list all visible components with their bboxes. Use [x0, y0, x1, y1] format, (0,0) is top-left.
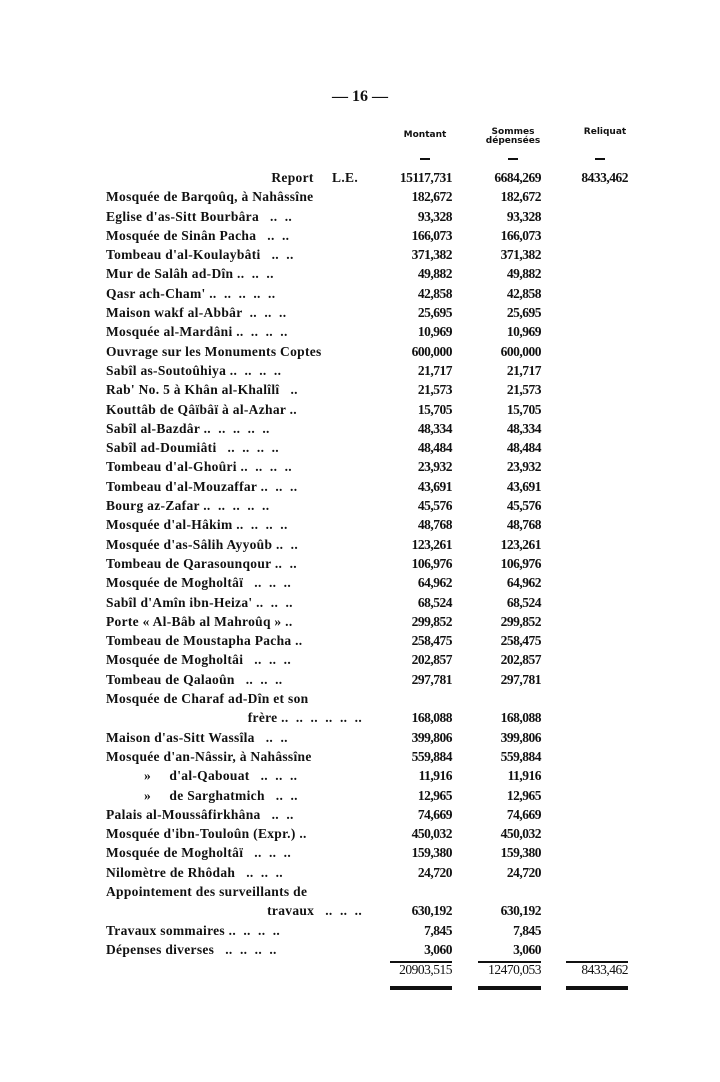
sommes-value: 43,691 [506, 478, 541, 494]
montant-value: 21,717 [417, 362, 452, 378]
sommes-value: 11,916 [507, 768, 541, 784]
item-label: Mosquée de Sinân Pacha .. .. [106, 227, 290, 243]
sommes-value: 450,032 [500, 826, 541, 842]
sommes-value: 15,705 [506, 401, 541, 417]
item-label: Sabîl al-Bazdâr .. .. .. .. .. [106, 420, 270, 436]
montant-value: 64,962 [417, 575, 452, 591]
table-row [0, 187, 720, 206]
sommes-value: 202,857 [500, 652, 541, 668]
montant-value: 42,858 [417, 285, 452, 301]
table-row [0, 303, 720, 322]
header-montant: Montant [403, 130, 447, 140]
sommes-value: 159,380 [500, 845, 541, 861]
sommes-value: 6684,269 [494, 170, 541, 185]
table-row [0, 766, 720, 785]
table-row [0, 631, 720, 650]
montant-value: 7,845 [424, 922, 452, 938]
item-label: Tombeau de Moustapha Pacha .. [106, 633, 303, 649]
sommes-value: 74,669 [506, 806, 541, 822]
sommes-value: 182,672 [500, 189, 541, 205]
montant-value: 24,720 [417, 864, 452, 880]
item-label: » de Sarghatmich .. .. [144, 787, 298, 803]
sommes-value: 23,932 [506, 459, 541, 475]
item-label: Eglise d'as-Sitt Bourbâra .. .. [106, 208, 293, 224]
item-label: Dépenses diverses .. .. .. .. [106, 941, 277, 957]
montant-value: 202,857 [411, 652, 452, 668]
double-rule [478, 986, 541, 990]
item-label: Mosquée de Mogholtâï .. .. .. [106, 845, 292, 861]
double-rule [390, 986, 452, 990]
double-rule [566, 986, 628, 990]
montant-value: 74,669 [417, 806, 452, 822]
table-row [0, 361, 720, 380]
table-row [0, 284, 720, 303]
montant-value: 166,073 [411, 227, 452, 243]
montant-value: 25,695 [417, 305, 452, 321]
table-row [0, 438, 720, 457]
table-row [0, 901, 720, 920]
table-row [0, 882, 720, 901]
item-label: Tombeau d'al-Koulaybâti .. .. [106, 247, 294, 263]
dash [595, 158, 605, 160]
item-label: Tombeau d'al-Ghoûri .. .. .. .. [106, 459, 292, 475]
sommes-value: 3,060 [513, 941, 541, 957]
sommes-value: 630,192 [500, 903, 541, 919]
table-row [0, 650, 720, 669]
item-label: Maison d'as-Sitt Wassîla .. .. [106, 729, 288, 745]
sommes-value: 25,695 [506, 305, 541, 321]
item-label: Mosquée de Charaf ad-Dîn et son [106, 691, 309, 707]
sommes-value: 48,768 [506, 517, 541, 533]
item-label: Porte « Al-Bâb al Mahroûq » .. [106, 613, 293, 629]
table-row [0, 207, 720, 226]
table-row [0, 824, 720, 843]
reliquat-value: 8433,462 [581, 170, 628, 185]
table-row [0, 419, 720, 438]
montant-value: 182,672 [411, 189, 452, 205]
montant-value: 258,475 [411, 633, 452, 649]
montant-value: 68,524 [417, 594, 452, 610]
item-label: Kouttâb de Qâïbâï à al-Azhar .. [106, 401, 297, 417]
table-row [0, 921, 720, 940]
sommes-value: 299,852 [500, 613, 541, 629]
item-label: Mur de Salâh ad-Dîn .. .. .. [106, 266, 274, 282]
sommes-value: 21,573 [506, 382, 541, 398]
sommes-value: 68,524 [506, 594, 541, 610]
table-row [0, 612, 720, 631]
item-label: Mosquée d'as-Sâlih Ayyoûb .. .. [106, 536, 299, 552]
sommes-value: 258,475 [500, 633, 541, 649]
sommes-value: 49,882 [506, 266, 541, 282]
item-label: Bourg az-Zafar .. .. .. .. .. [106, 498, 270, 514]
table-row [0, 264, 720, 283]
item-label: Nilomètre de Rhôdah .. .. .. [106, 864, 283, 880]
table-row [0, 863, 720, 882]
sommes-value: 10,969 [506, 324, 541, 340]
montant-value: 21,573 [417, 382, 452, 398]
report-label: Report L.E. [271, 170, 358, 185]
table-row [0, 322, 720, 341]
item-label: Qasr ach-Cham' .. .. .. .. .. [106, 285, 276, 301]
montant-value: 630,192 [411, 903, 452, 919]
item-label: Mosquée de Mogholtâï .. .. .. [106, 575, 292, 591]
sommes-value: 123,261 [500, 536, 541, 552]
table-row [0, 593, 720, 612]
item-label: Travaux sommaires .. .. .. .. [106, 922, 281, 938]
montant-value: 299,852 [411, 613, 452, 629]
montant-value: 12,965 [417, 787, 452, 803]
montant-value: 23,932 [417, 459, 452, 475]
item-label: frère .. .. .. .. .. .. [247, 710, 362, 726]
item-label: Mosquée d'al-Hâkim .. .. .. .. [106, 517, 288, 533]
item-label: Sabîl ad-Doumiâti .. .. .. .. [106, 440, 279, 456]
item-label: Sabîl d'Amîn ibn-Heiza' .. .. .. [106, 594, 293, 610]
montant-value: 297,781 [411, 671, 452, 687]
sommes-value: 166,073 [500, 227, 541, 243]
table-row [0, 708, 720, 727]
table-row [0, 554, 720, 573]
sommes-value: 12,965 [506, 787, 541, 803]
sommes-value: 64,962 [506, 575, 541, 591]
table-row [0, 573, 720, 592]
montant-value: 48,334 [417, 420, 452, 436]
sommes-value: 48,484 [506, 440, 541, 456]
report-row [0, 168, 720, 187]
sommes-value: 600,000 [500, 343, 541, 359]
sommes-value: 21,717 [506, 362, 541, 378]
sommes-value: 7,845 [513, 922, 541, 938]
table-row [0, 245, 720, 264]
table-row [0, 380, 720, 399]
table-row [0, 670, 720, 689]
table-row [0, 805, 720, 824]
header-sommes: Sommes dépensées [485, 127, 541, 146]
table-row [0, 843, 720, 862]
item-label: Maison wakf al-Abbâr .. .. .. [106, 305, 287, 321]
table-row [0, 728, 720, 747]
sommes-value: 93,328 [506, 208, 541, 224]
item-label: Mosquée d'ibn-Touloûn (Expr.) .. [106, 826, 307, 842]
montant-value: 15117,731 [399, 170, 452, 185]
table-row [0, 457, 720, 476]
item-label: Tombeau de Qalaoûn .. .. .. [106, 671, 283, 687]
page-number: — 16 — [332, 88, 388, 105]
item-label: Mosquée al-Mardâni .. .. .. .. [106, 324, 288, 340]
montant-value: 106,976 [411, 555, 452, 571]
montant-value: 10,969 [417, 324, 452, 340]
montant-value: 15,705 [417, 401, 452, 417]
total-reliquat: 8433,462 [581, 962, 628, 977]
sommes-value: 106,976 [500, 555, 541, 571]
montant-value: 559,884 [411, 748, 452, 764]
montant-value: 3,060 [424, 941, 452, 957]
montant-value: 11,916 [418, 768, 452, 784]
sommes-value: 399,806 [500, 729, 541, 745]
table-row [0, 689, 720, 708]
sommes-value: 559,884 [500, 748, 541, 764]
table-row [0, 226, 720, 245]
table-row [0, 786, 720, 805]
montant-value: 399,806 [411, 729, 452, 745]
item-label: Palais al-Moussâfirkhâna .. .. [106, 806, 294, 822]
montant-value: 450,032 [411, 826, 452, 842]
table-row [0, 747, 720, 766]
montant-value: 600,000 [411, 343, 452, 359]
montant-value: 159,380 [411, 845, 452, 861]
montant-value: 43,691 [417, 478, 452, 494]
sommes-value: 168,088 [500, 710, 541, 726]
total-montant: 20903,515 [399, 962, 452, 977]
item-label: Mosquée de Mogholtâi .. .. .. [106, 652, 292, 668]
item-label: Mosquée d'an-Nâssir, à Nahâssîne [106, 748, 312, 764]
item-label: Sabîl as-Soutoûhiya .. .. .. .. [106, 362, 282, 378]
item-label: Mosquée de Barqoûq, à Nahâssîne [106, 189, 314, 205]
table-row [0, 342, 720, 361]
table-row [0, 515, 720, 534]
montant-value: 93,328 [417, 208, 452, 224]
table-row [0, 940, 720, 959]
item-label: travaux .. .. .. [267, 903, 362, 919]
table-row [0, 477, 720, 496]
header-reliquat: Reliquat [583, 127, 627, 137]
sommes-value: 42,858 [506, 285, 541, 301]
table-row [0, 400, 720, 419]
item-label: Rab' No. 5 à Khân al-Khalîlî .. [106, 382, 298, 398]
item-label: Appointement des surveillants de [106, 883, 308, 899]
sommes-value: 24,720 [506, 864, 541, 880]
sommes-value: 48,334 [506, 420, 541, 436]
montant-value: 371,382 [411, 247, 452, 263]
sommes-value: 371,382 [500, 247, 541, 263]
montant-value: 49,882 [417, 266, 452, 282]
total-sommes: 12470,053 [488, 962, 541, 977]
dash [508, 158, 518, 160]
ledger-table [0, 168, 720, 959]
item-label: » d'al-Qabouat .. .. .. [144, 768, 298, 784]
table-row [0, 535, 720, 554]
sommes-value: 45,576 [506, 498, 541, 514]
item-label: Ouvrage sur les Monuments Coptes [106, 343, 322, 359]
item-label: Tombeau de Qarasounqour .. .. [106, 555, 297, 571]
montant-value: 45,576 [417, 498, 452, 514]
montant-value: 168,088 [411, 710, 452, 726]
montant-value: 123,261 [411, 536, 452, 552]
item-label: Tombeau d'al-Mouzaffar .. .. .. [106, 478, 298, 494]
montant-value: 48,484 [417, 440, 452, 456]
dash [420, 158, 430, 160]
montant-value: 48,768 [417, 517, 452, 533]
sommes-value: 297,781 [500, 671, 541, 687]
table-row [0, 496, 720, 515]
